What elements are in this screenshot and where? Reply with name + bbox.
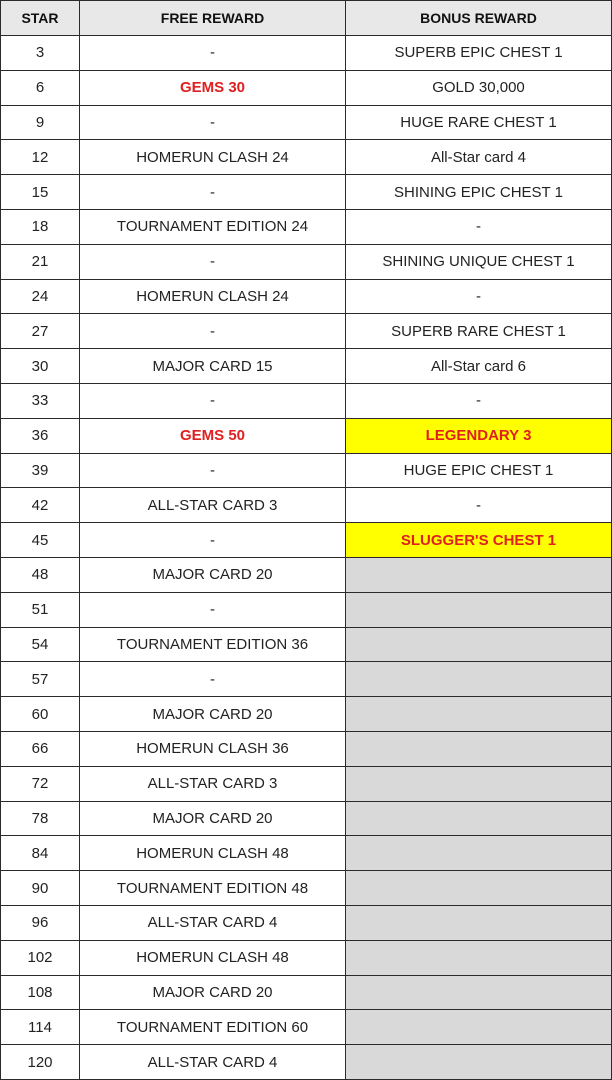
free-reward-cell: ALL-STAR CARD 4 [80,905,346,940]
bonus-reward-cell: LEGENDARY 3 [346,418,612,453]
free-reward-cell: HOMERUN CLASH 48 [80,940,346,975]
free-reward-cell: MAJOR CARD 20 [80,801,346,836]
star-cell: 57 [1,662,80,697]
star-cell: 90 [1,871,80,906]
table-row [1,523,612,558]
free-reward-cell: HOMERUN CLASH 24 [80,279,346,314]
bonus-reward-cell [346,627,612,662]
star-cell: 21 [1,244,80,279]
star-cell: 51 [1,592,80,627]
star-cell: 42 [1,488,80,523]
bonus-reward-cell [346,662,612,697]
star-cell: 15 [1,175,80,210]
header-star: STAR [1,1,80,36]
table-row [1,70,612,105]
bonus-reward-cell [346,1045,612,1080]
free-reward-cell: ALL-STAR CARD 4 [80,1045,346,1080]
star-cell: 78 [1,801,80,836]
star-cell: 60 [1,697,80,732]
star-cell: 45 [1,523,80,558]
bonus-reward-cell [346,557,612,592]
star-cell: 66 [1,731,80,766]
star-cell: 102 [1,940,80,975]
bonus-reward-cell: - [346,209,612,244]
table-row [1,279,612,314]
table-row [1,801,612,836]
table-row [1,557,612,592]
free-reward-cell: - [80,592,346,627]
table-row [1,1010,612,1045]
bonus-reward-cell: - [346,279,612,314]
free-reward-cell: MAJOR CARD 20 [80,975,346,1010]
bonus-reward-cell: SHINING UNIQUE CHEST 1 [346,244,612,279]
bonus-reward-cell: GOLD 30,000 [346,70,612,105]
free-reward-cell: TOURNAMENT EDITION 24 [80,209,346,244]
free-reward-cell: GEMS 30 [80,70,346,105]
bonus-reward-cell [346,975,612,1010]
star-cell: 36 [1,418,80,453]
free-reward-cell: - [80,453,346,488]
bonus-reward-cell [346,731,612,766]
bonus-reward-cell: SHINING EPIC CHEST 1 [346,175,612,210]
header-bonus-reward: BONUS REWARD [346,1,612,36]
header-free-reward: FREE REWARD [80,1,346,36]
table-row [1,662,612,697]
bonus-reward-cell [346,905,612,940]
star-cell: 96 [1,905,80,940]
free-reward-cell: MAJOR CARD 20 [80,697,346,732]
table-row [1,349,612,384]
free-reward-cell: - [80,244,346,279]
table-row [1,975,612,1010]
bonus-reward-cell: All-Star card 4 [346,140,612,175]
bonus-reward-cell [346,871,612,906]
free-reward-cell: - [80,523,346,558]
table-row [1,488,612,523]
bonus-reward-cell [346,592,612,627]
bonus-reward-cell [346,697,612,732]
table-row [1,209,612,244]
bonus-reward-cell: SLUGGER'S CHEST 1 [346,523,612,558]
free-reward-cell: TOURNAMENT EDITION 60 [80,1010,346,1045]
table-row [1,418,612,453]
bonus-reward-cell: - [346,383,612,418]
header-row [1,1,612,36]
free-reward-cell: - [80,383,346,418]
free-reward-cell: GEMS 50 [80,418,346,453]
star-cell: 30 [1,349,80,384]
bonus-reward-cell: - [346,488,612,523]
free-reward-cell: HOMERUN CLASH 24 [80,140,346,175]
bonus-reward-cell [346,1010,612,1045]
star-cell: 3 [1,36,80,71]
star-cell: 54 [1,627,80,662]
table-row [1,836,612,871]
star-cell: 72 [1,766,80,801]
star-cell: 48 [1,557,80,592]
star-cell: 6 [1,70,80,105]
table-row [1,592,612,627]
bonus-reward-cell: SUPERB EPIC CHEST 1 [346,36,612,71]
free-reward-cell: - [80,314,346,349]
table-body [1,36,612,1080]
table-row [1,905,612,940]
free-reward-cell: - [80,105,346,140]
bonus-reward-cell [346,940,612,975]
bonus-reward-cell: SUPERB RARE CHEST 1 [346,314,612,349]
table-row [1,175,612,210]
table-row [1,731,612,766]
free-reward-cell: MAJOR CARD 20 [80,557,346,592]
star-cell: 114 [1,1010,80,1045]
star-cell: 9 [1,105,80,140]
star-cell: 120 [1,1045,80,1080]
table-row [1,36,612,71]
bonus-reward-cell [346,766,612,801]
free-reward-cell: ALL-STAR CARD 3 [80,488,346,523]
star-cell: 18 [1,209,80,244]
table-row [1,383,612,418]
free-reward-cell: TOURNAMENT EDITION 36 [80,627,346,662]
table-row [1,314,612,349]
table-row [1,244,612,279]
table-row [1,871,612,906]
free-reward-cell: - [80,175,346,210]
bonus-reward-cell [346,801,612,836]
table-row [1,140,612,175]
star-cell: 24 [1,279,80,314]
free-reward-cell: HOMERUN CLASH 36 [80,731,346,766]
star-cell: 39 [1,453,80,488]
free-reward-cell: - [80,36,346,71]
star-cell: 108 [1,975,80,1010]
star-cell: 33 [1,383,80,418]
bonus-reward-cell: HUGE RARE CHEST 1 [346,105,612,140]
table-row [1,697,612,732]
bonus-reward-cell: All-Star card 6 [346,349,612,384]
table-row [1,627,612,662]
free-reward-cell: - [80,662,346,697]
bonus-reward-cell: HUGE EPIC CHEST 1 [346,453,612,488]
free-reward-cell: HOMERUN CLASH 48 [80,836,346,871]
free-reward-cell: ALL-STAR CARD 3 [80,766,346,801]
table-row [1,105,612,140]
free-reward-cell: MAJOR CARD 15 [80,349,346,384]
star-cell: 27 [1,314,80,349]
free-reward-cell: TOURNAMENT EDITION 48 [80,871,346,906]
table-row [1,940,612,975]
table-row [1,1045,612,1080]
star-cell: 84 [1,836,80,871]
table-row [1,453,612,488]
bonus-reward-cell [346,836,612,871]
star-cell: 12 [1,140,80,175]
table-row [1,766,612,801]
